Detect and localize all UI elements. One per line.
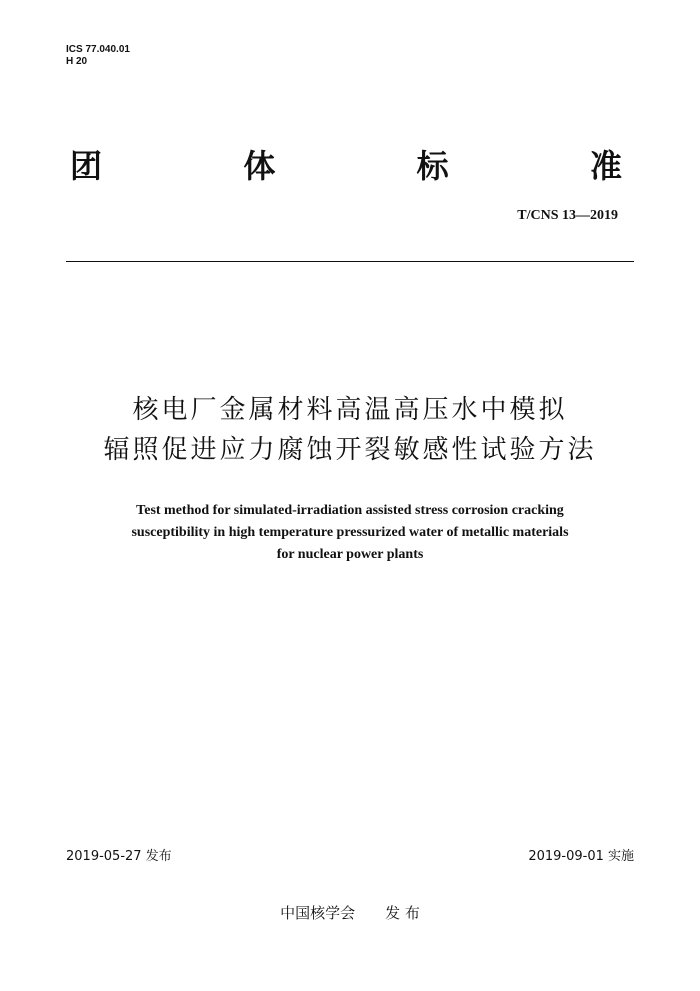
standard-type-char: 体 [243,147,276,185]
issuer-name: 中国核学会 [280,904,356,922]
standard-type-char: 准 [589,147,622,185]
standard-number: T/CNS 13—2019 [517,208,618,223]
ccs-code: H 20 [66,56,88,67]
chinese-title-line: 核电厂金属材料高温高压水中模拟 [132,395,568,425]
classification-codes [66,44,130,68]
chinese-title-line: 辐照促进应力腐蚀开裂敏感性试验方法 [103,435,597,465]
english-title-line: Test method for simulated-irradiation assisted stress corrosion cracking [136,503,564,518]
chinese-title [0,390,700,470]
english-title-line: for nuclear power plants [276,547,424,562]
standard-type-char: 标 [416,147,449,185]
english-title [0,500,700,566]
english-title-line: susceptibility in high temperature pressurized water of metallic materials [131,525,569,540]
publish-date: 2019-05-27 发布 [66,849,172,864]
standard-type-char: 团 [69,147,102,185]
ics-code: ICS 77.040.01 [66,44,130,55]
issuer-line [0,902,700,923]
standard-type-heading [66,140,626,188]
implement-date: 2019-09-01 实施 [528,849,634,864]
header-divider [66,261,634,262]
issuer-action: 发 布 [385,904,420,922]
